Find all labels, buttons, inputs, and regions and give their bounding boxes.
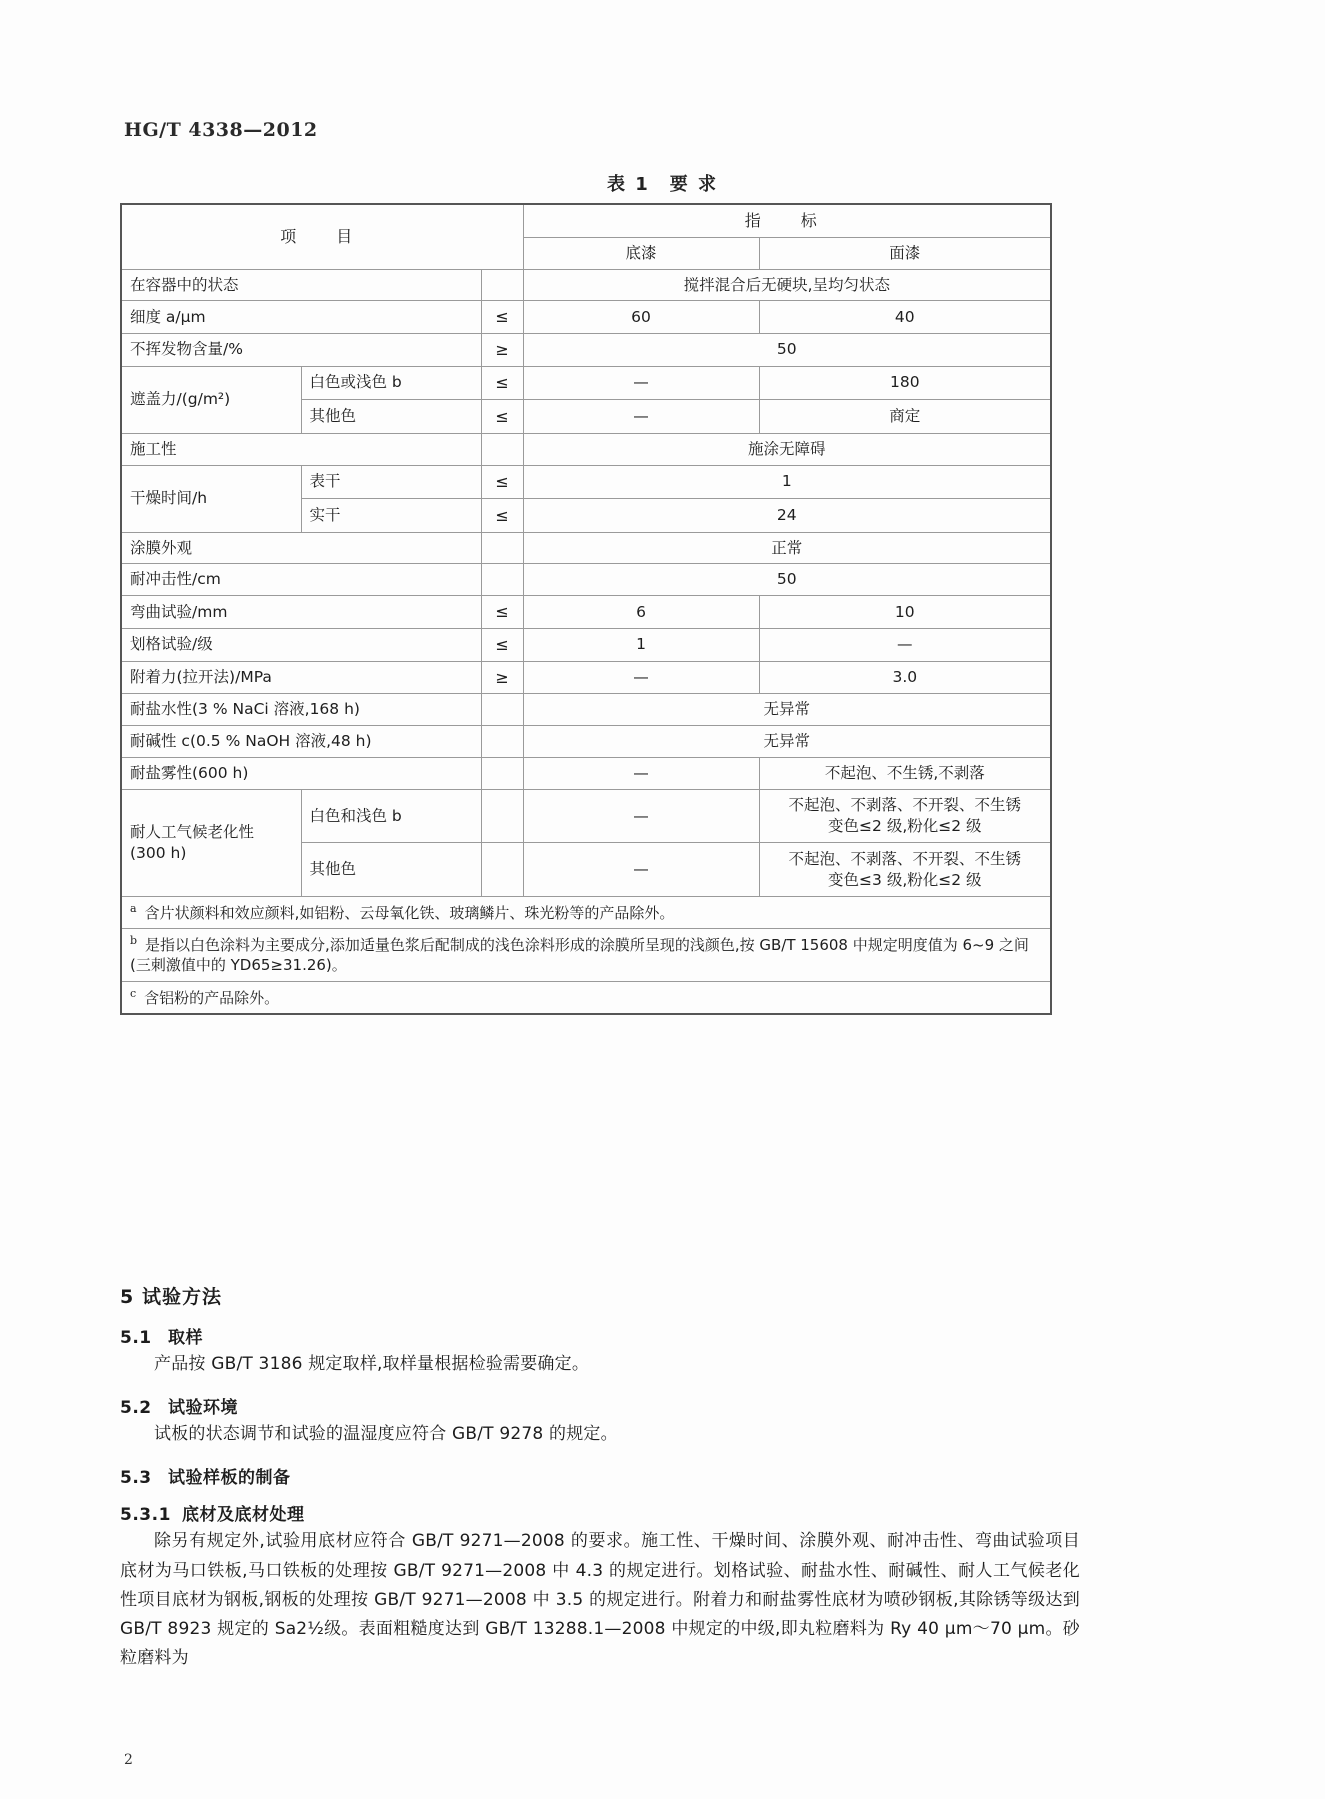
row-value-full: 24 xyxy=(523,499,1051,533)
row-item-label: 细度 a/μm xyxy=(121,301,481,334)
table-footnote-row xyxy=(121,981,1051,1014)
row-value-primer: 1 xyxy=(523,628,759,661)
page-number: 2 xyxy=(124,1752,133,1768)
row-item-label: 不挥发物含量/% xyxy=(121,334,481,367)
row-item-label: 干燥时间/h xyxy=(121,465,301,532)
row-item-label: 耐盐雾性(600 h) xyxy=(121,758,481,790)
table-header-row-1 xyxy=(121,204,1051,237)
row-symbol: ≤ xyxy=(481,499,523,533)
row-item-label: 耐人工气候老化性 (300 h) xyxy=(121,789,301,896)
row-value-primer: — xyxy=(523,843,759,897)
row-value-primer: — xyxy=(523,400,759,434)
body-content xyxy=(120,1282,1080,1674)
row-symbol xyxy=(481,694,523,726)
header-item: 项 目 xyxy=(121,204,523,269)
section-number-5-2: 5.2 xyxy=(120,1398,152,1419)
row-value-full: 无异常 xyxy=(523,694,1051,726)
row-subitem-label: 实干 xyxy=(301,499,481,533)
row-value-topcoat: 40 xyxy=(759,301,1051,334)
section-title-5-3-1: 底材及底材处理 xyxy=(182,1505,305,1526)
row-value-topcoat-line1: 不起泡、不剥落、不开裂、不生锈 xyxy=(788,796,1022,815)
section-title-5: 试验方法 xyxy=(142,1286,223,1308)
table-row xyxy=(121,596,1051,629)
section-title-5-2: 试验环境 xyxy=(168,1398,238,1419)
row-symbol xyxy=(481,532,523,564)
row-item-label: 弯曲试验/mm xyxy=(121,596,481,629)
section-number-5-3-1: 5.3.1 xyxy=(120,1505,171,1526)
table-row xyxy=(121,334,1051,367)
row-value-primer: — xyxy=(523,789,759,843)
row-subitem-label: 白色和浅色 b xyxy=(301,789,481,843)
row-value-topcoat: — xyxy=(759,628,1051,661)
table-row xyxy=(121,661,1051,694)
section-number-5-1: 5.1 xyxy=(120,1328,152,1348)
row-symbol: ≤ xyxy=(481,400,523,434)
header-primer: 底漆 xyxy=(523,237,759,269)
table-row xyxy=(121,269,1051,301)
footnote-c xyxy=(121,981,1051,1014)
row-value-primer: — xyxy=(523,661,759,694)
footnote-text-c: 含铝粉的产品除外。 xyxy=(144,988,280,1007)
row-value-full: 正常 xyxy=(523,532,1051,564)
row-value-full: 50 xyxy=(523,334,1051,367)
row-item-label: 施工性 xyxy=(121,433,481,465)
table-footnote-row xyxy=(121,896,1051,928)
section-heading-5-1 xyxy=(120,1323,1080,1348)
row-subitem-label: 白色或浅色 b xyxy=(301,366,481,400)
row-item-label: 涂膜外观 xyxy=(121,532,481,564)
section-number-5-3: 5.3 xyxy=(120,1468,152,1489)
row-value-primer: — xyxy=(523,366,759,400)
table-row xyxy=(121,758,1051,790)
requirements-table xyxy=(120,203,1052,1015)
row-symbol xyxy=(481,726,523,758)
row-symbol: ≥ xyxy=(481,334,523,367)
footnote-mark-b: b xyxy=(130,934,138,948)
row-value-full: 搅拌混合后无硬块,呈均匀状态 xyxy=(523,269,1051,301)
row-value-full: 无异常 xyxy=(523,726,1051,758)
row-subitem-label: 表干 xyxy=(301,465,481,499)
row-symbol xyxy=(481,433,523,465)
row-value-primer: — xyxy=(523,758,759,790)
table-row xyxy=(121,433,1051,465)
requirements-table-container xyxy=(120,203,1050,1015)
row-symbol xyxy=(481,789,523,843)
table-row xyxy=(121,628,1051,661)
row-subitem-label: 其他色 xyxy=(301,843,481,897)
row-symbol xyxy=(481,269,523,301)
row-symbol: ≤ xyxy=(481,366,523,400)
row-value-primer: 60 xyxy=(523,301,759,334)
standard-code-header: HG/T 4338—2012 xyxy=(124,119,318,141)
section-title-5-1: 取样 xyxy=(168,1328,203,1348)
footnote-a xyxy=(121,896,1051,928)
row-value-full: 1 xyxy=(523,465,1051,499)
footnote-text-a: 含片状颜料和效应颜料,如铝粉、云母氧化铁、玻璃鳞片、珠光粉等的产品除外。 xyxy=(144,903,675,922)
footnote-mark-c: c xyxy=(130,986,137,1000)
table-row xyxy=(121,789,1051,843)
section-heading-5-2 xyxy=(120,1393,1080,1418)
row-symbol: ≤ xyxy=(481,465,523,499)
table-caption: 表 1 要 求 xyxy=(606,174,719,195)
row-item-label: 耐冲击性/cm xyxy=(121,564,481,596)
row-value-topcoat: 180 xyxy=(759,366,1051,400)
table-footnote-row xyxy=(121,929,1051,982)
header-indicator: 指 标 xyxy=(523,204,1051,237)
section-heading-5-3-1 xyxy=(120,1500,1080,1525)
table-row xyxy=(121,532,1051,564)
row-value-full: 50 xyxy=(523,564,1051,596)
section-title-5-3: 试验样板的制备 xyxy=(168,1468,291,1489)
table-row xyxy=(121,301,1051,334)
section-paragraph-5-3-1: 除另有规定外,试验用底材应符合 GB/T 9271—2008 的要求。施工性、干燥时间、涂膜外观、耐冲击性、弯曲试验项目底材为马口铁板,马口铁板的处理按 GB/T 9271—2008 中 4.3 的规定进行。划格试验、耐盐水性、耐碱性、耐人工气候老化性项目底材为钢板,钢板的处理按 GB/T 9271—2008 中 3.5 的规定进行。附着力和耐盐雾性底材为喷砂钢板,其除锈等级达到 GB/T 8923 规定的 Sa2½级。表面粗糙度达到 GB/T 13288.1—2008 中规定的中级,即丸粒磨料为 Ry 40 μm～70 μm。砂粒磨料为 xyxy=(120,1531,1080,1669)
row-symbol xyxy=(481,564,523,596)
row-symbol: ≤ xyxy=(481,596,523,629)
section-heading-5 xyxy=(120,1282,1080,1309)
row-subitem-label: 其他色 xyxy=(301,400,481,434)
row-value-topcoat: 10 xyxy=(759,596,1051,629)
row-symbol: ≤ xyxy=(481,301,523,334)
section-paragraph-5-1: 产品按 GB/T 3186 规定取样,取样量根据检验需要确定。 xyxy=(154,1354,590,1374)
row-value-primer: 6 xyxy=(523,596,759,629)
row-value-full: 施涂无障碍 xyxy=(523,433,1051,465)
footnote-mark-a: a xyxy=(130,901,137,915)
row-item-label: 在容器中的状态 xyxy=(121,269,481,301)
table-row xyxy=(121,726,1051,758)
section-number-5: 5 xyxy=(120,1286,135,1308)
row-value-topcoat: 3.0 xyxy=(759,661,1051,694)
section-heading-5-3 xyxy=(120,1463,1080,1488)
row-symbol xyxy=(481,758,523,790)
table-row xyxy=(121,465,1051,499)
row-item-label: 附着力(拉开法)/MPa xyxy=(121,661,481,694)
row-value-topcoat-line2: 变色≤2 级,粉化≤2 级 xyxy=(828,817,982,836)
footnote-b xyxy=(121,929,1051,982)
footnote-text-b: 是指以白色涂料为主要成分,添加适量色浆后配制成的浅色涂料形成的涂膜所呈现的浅颜色,按 GB/T 15608 中规定明度值为 6~9 之间(三刺激值中的 YD65≥31.26)。 xyxy=(130,936,1029,975)
row-item-label: 遮盖力/(g/m²) xyxy=(121,366,301,433)
row-item-label: 耐盐水性(3 % NaCi 溶液,168 h) xyxy=(121,694,481,726)
row-value-topcoat xyxy=(759,789,1051,843)
row-item-label: 耐碱性 c(0.5 % NaOH 溶液,48 h) xyxy=(121,726,481,758)
header-topcoat: 面漆 xyxy=(759,237,1051,269)
row-item-label: 划格试验/级 xyxy=(121,628,481,661)
row-value-topcoat-line1: 不起泡、不剥落、不开裂、不生锈 xyxy=(788,849,1022,868)
row-symbol: ≤ xyxy=(481,628,523,661)
row-symbol: ≥ xyxy=(481,661,523,694)
table-row xyxy=(121,366,1051,400)
row-value-topcoat: 不起泡、不生锈,不剥落 xyxy=(759,758,1051,790)
row-symbol xyxy=(481,843,523,897)
row-value-topcoat-line2: 变色≤3 级,粉化≤2 级 xyxy=(828,870,982,889)
row-value-topcoat xyxy=(759,843,1051,897)
table-row xyxy=(121,564,1051,596)
row-value-topcoat: 商定 xyxy=(759,400,1051,434)
table-row xyxy=(121,694,1051,726)
section-paragraph-5-2: 试板的状态调节和试验的温湿度应符合 GB/T 9278 的规定。 xyxy=(154,1424,618,1445)
